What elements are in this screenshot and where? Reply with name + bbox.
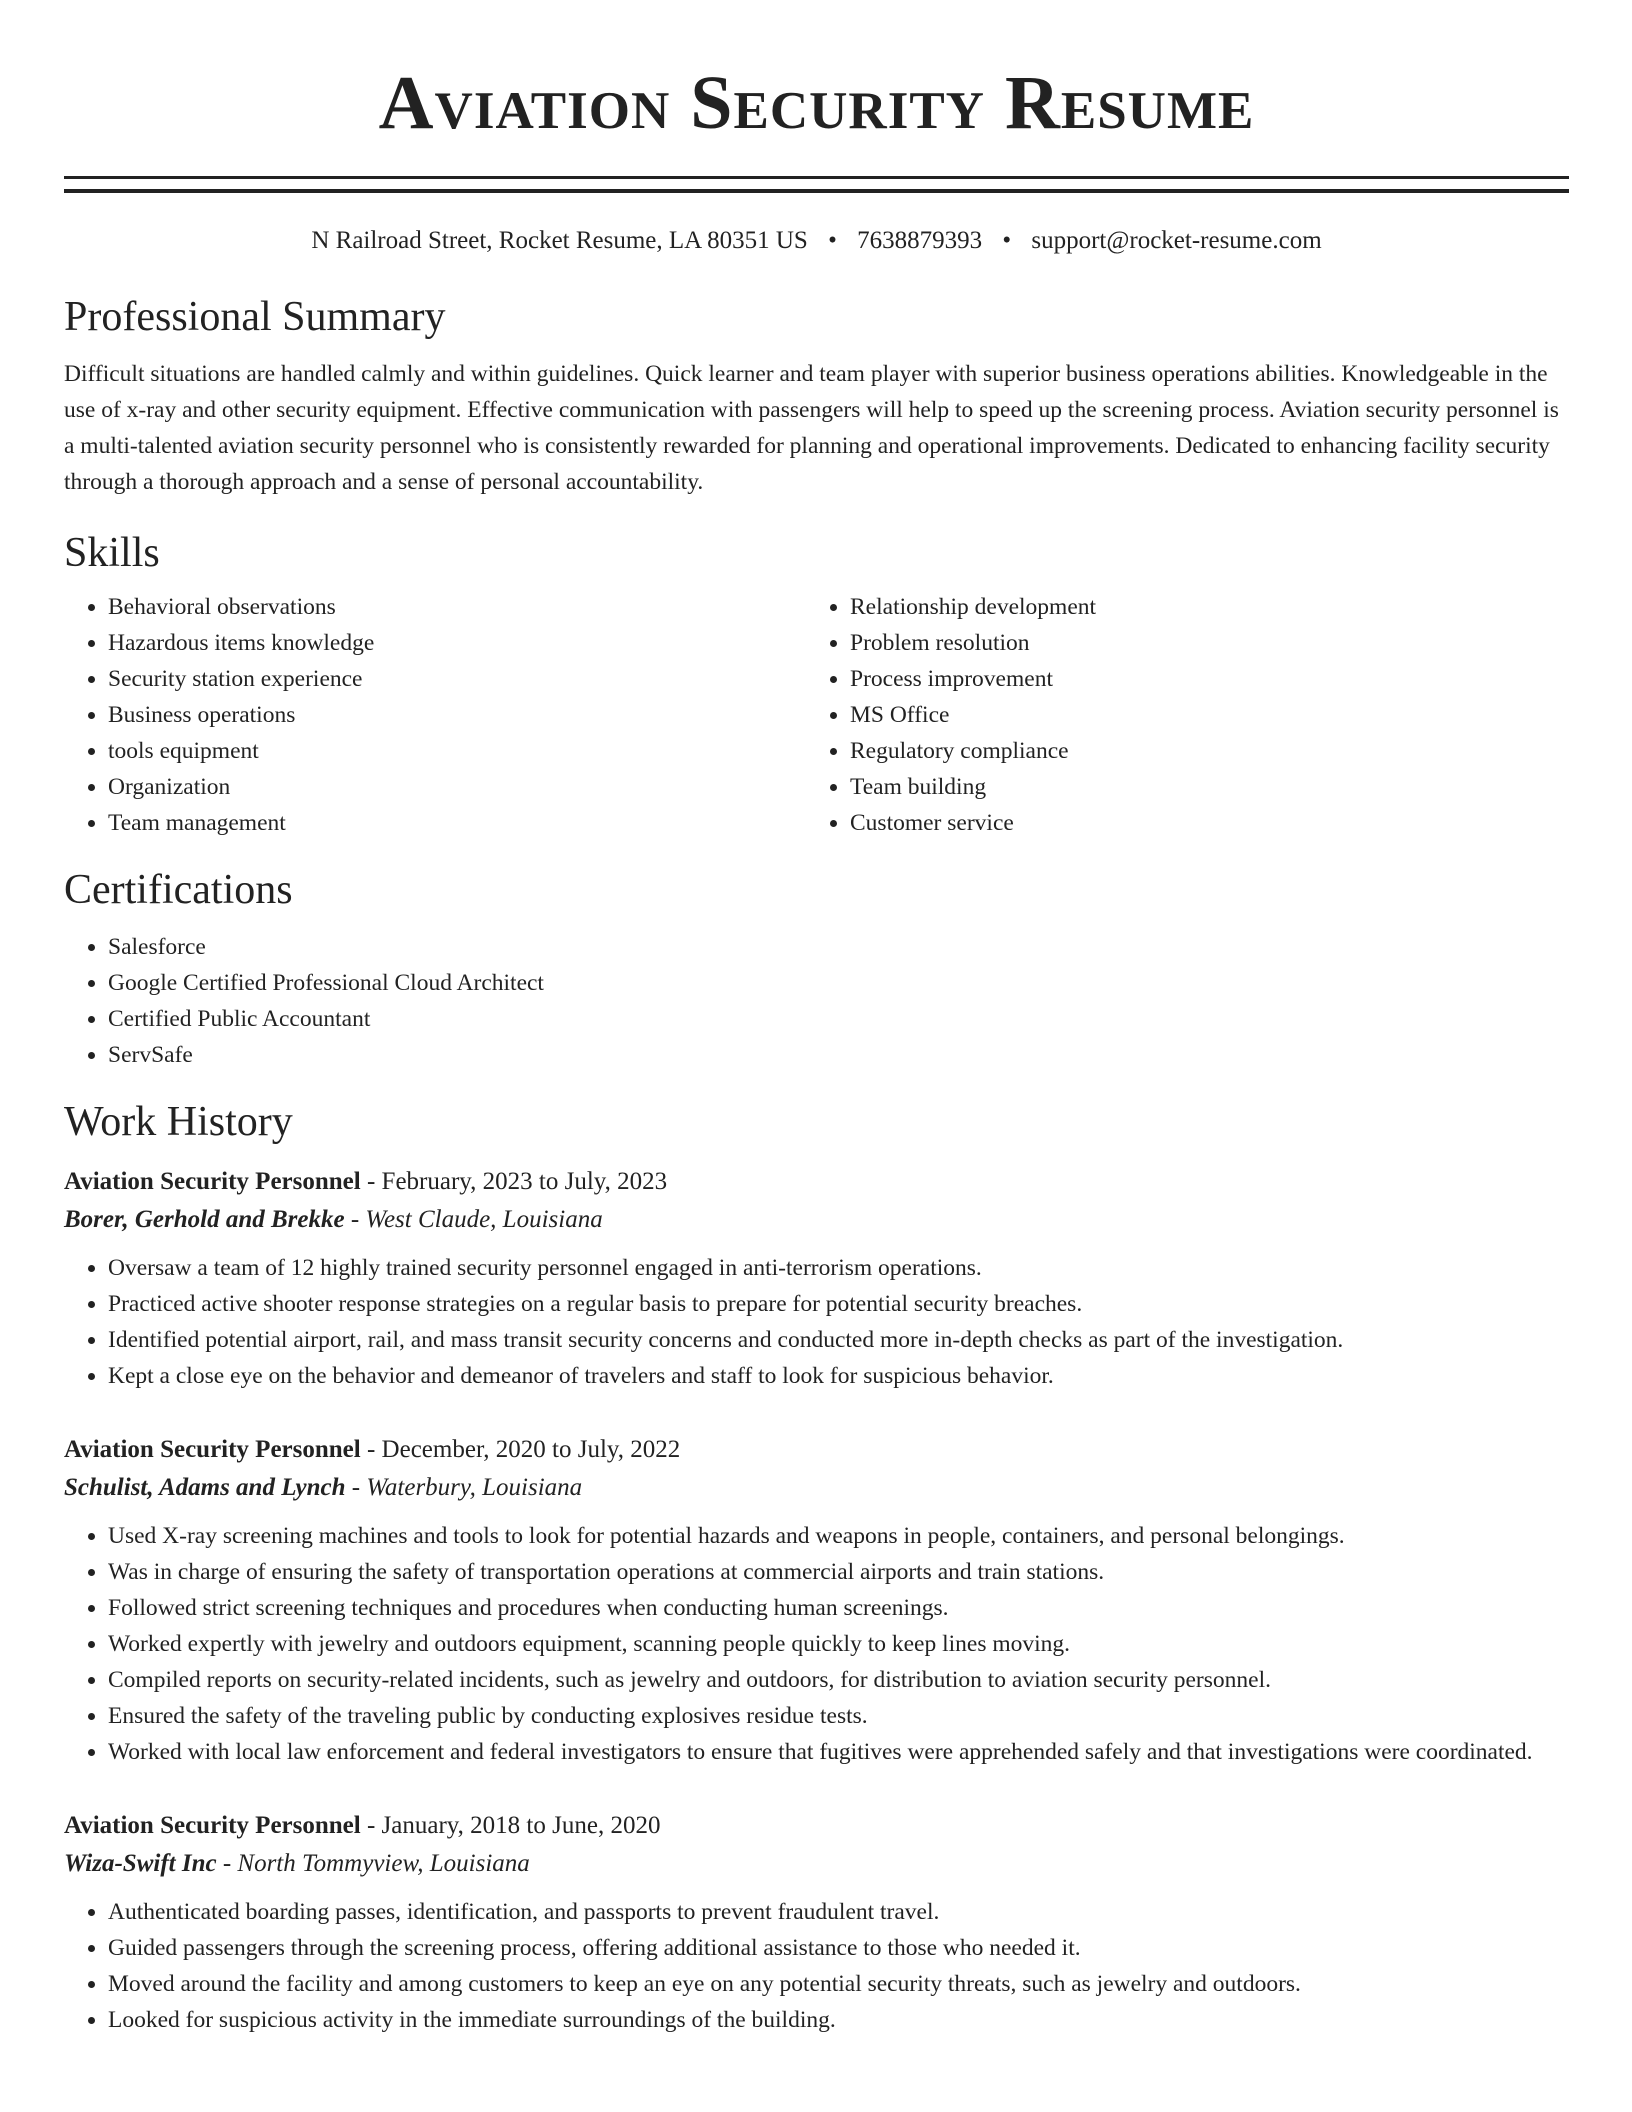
job-duty-item: • Practiced active shooter response strategies on a regular basis to prepare for potential security breaches. bbox=[108, 1286, 1569, 1322]
job-title: Aviation Security Personnel bbox=[64, 1168, 361, 1195]
job-header bbox=[64, 1807, 1569, 1845]
job-duty-item: • Identified potential airport, rail, and mass transit security concerns and conducted more in-depth checks as part of the investigation. bbox=[108, 1322, 1569, 1358]
skill-item: • Regulatory compliance bbox=[850, 733, 1548, 769]
job-duties-list bbox=[64, 1250, 1569, 1394]
job-duty-item: • Used X-ray screening machines and tools to look for potential hazards and weapons in people, containers, and personal belongings. bbox=[108, 1518, 1569, 1554]
work-history-heading: Work History bbox=[64, 1099, 293, 1145]
job-entry bbox=[64, 1431, 1569, 1770]
job-duty-item: • Worked with local law enforcement and federal investigators to ensure that fugitives were apprehended safely and that investigations were coordinated. bbox=[108, 1734, 1569, 1770]
certifications-list bbox=[64, 929, 1569, 1073]
job-header bbox=[64, 1431, 1569, 1469]
job-header bbox=[64, 1163, 1569, 1201]
job-location: - West Claude, Louisiana bbox=[350, 1206, 603, 1233]
skill-item: • Hazardous items knowledge bbox=[108, 625, 806, 661]
job-entry bbox=[64, 1807, 1569, 2038]
job-duty-item: • Guided passengers through the screening process, offering additional assistance to those who needed it. bbox=[108, 1930, 1569, 1966]
contact-separator: • bbox=[1002, 227, 1012, 254]
job-duty-item: • Oversaw a team of 12 highly trained security personnel engaged in anti-terrorism operations. bbox=[108, 1250, 1569, 1286]
skill-item: • Customer service bbox=[850, 805, 1548, 841]
job-dates: - December, 2020 to July, 2022 bbox=[366, 1436, 681, 1463]
job-location: - Waterbury, Louisiana bbox=[351, 1474, 583, 1501]
job-company: Borer, Gerhold and Brekke bbox=[64, 1206, 345, 1233]
summary-heading: Professional Summary bbox=[64, 294, 446, 340]
skill-item: • Problem resolution bbox=[850, 625, 1548, 661]
skills-columns bbox=[64, 589, 1569, 841]
certification-item: • Salesforce bbox=[108, 929, 1569, 965]
skill-item: • Behavioral observations bbox=[108, 589, 806, 625]
skill-item: • Security station experience bbox=[108, 661, 806, 697]
job-duty-item: • Authenticated boarding passes, identification, and passports to prevent fraudulent travel. bbox=[108, 1894, 1569, 1930]
contact-separator: • bbox=[828, 227, 837, 254]
job-company: Wiza-Swift Inc bbox=[64, 1850, 217, 1877]
resume-page bbox=[64, 0, 1569, 2038]
job-duty-item: • Ensured the safety of the traveling public by conducting explosives residue tests. bbox=[108, 1698, 1569, 1734]
job-employer-line bbox=[64, 1469, 1569, 1507]
certification-item: • ServSafe bbox=[108, 1037, 1569, 1073]
certification-item: • Certified Public Accountant bbox=[108, 1001, 1569, 1037]
contact-address: N Railroad Street, Rocket Resume, LA 80351 US bbox=[311, 227, 808, 254]
job-employer-line bbox=[64, 1845, 1569, 1883]
job-duty-item: • Was in charge of ensuring the safety of transportation operations at commercial airports and train stations. bbox=[108, 1554, 1569, 1590]
contact-phone: 7638879393 bbox=[857, 227, 983, 254]
job-dates: - January, 2018 to June, 2020 bbox=[366, 1812, 661, 1839]
job-duty-item: • Looked for suspicious activity in the immediate surroundings of the building. bbox=[108, 2002, 1569, 2038]
certification-item: • Google Certified Professional Cloud Architect bbox=[108, 965, 1569, 1001]
skills-right-list bbox=[806, 589, 1548, 841]
job-location: - North Tommyview, Louisiana bbox=[222, 1850, 530, 1877]
skill-item: • Process improvement bbox=[850, 661, 1548, 697]
job-dates: - February, 2023 to July, 2023 bbox=[366, 1168, 668, 1195]
title-double-rule bbox=[64, 176, 1569, 193]
certifications-heading: Certifications bbox=[64, 867, 293, 913]
job-duty-item: • Followed strict screening techniques and procedures when conducting human screenings. bbox=[108, 1590, 1569, 1626]
resume-title: Aviation Security Resume bbox=[378, 61, 1255, 145]
skill-item: • Organization bbox=[108, 769, 806, 805]
job-duty-item: • Moved around the facility and among customers to keep an eye on any potential security threats, such as jewelry and outdoors. bbox=[108, 1966, 1569, 2002]
skills-heading: Skills bbox=[64, 530, 160, 576]
job-company: Schulist, Adams and Lynch bbox=[64, 1474, 346, 1501]
job-title: Aviation Security Personnel bbox=[64, 1812, 361, 1839]
skill-item: • Business operations bbox=[108, 697, 806, 733]
job-duty-item: • Compiled reports on security-related incidents, such as jewelry and outdoors, for distribution to aviation security personnel. bbox=[108, 1662, 1569, 1698]
contact-email: support@rocket-resume.com bbox=[1031, 227, 1322, 254]
skills-left-list bbox=[64, 589, 806, 841]
job-entry bbox=[64, 1163, 1569, 1394]
skill-item: • Team building bbox=[850, 769, 1548, 805]
skill-item: • Relationship development bbox=[850, 589, 1548, 625]
job-employer-line bbox=[64, 1201, 1569, 1239]
skill-item: • MS Office bbox=[850, 697, 1548, 733]
skill-item: • tools equipment bbox=[108, 733, 806, 769]
job-duties-list bbox=[64, 1894, 1569, 2038]
job-duty-item: • Kept a close eye on the behavior and demeanor of travelers and staff to look for suspicious behavior. bbox=[108, 1358, 1569, 1394]
job-title: Aviation Security Personnel bbox=[64, 1436, 361, 1463]
contact-line bbox=[64, 226, 1569, 256]
skill-item: • Team management bbox=[108, 805, 806, 841]
summary-text: Difficult situations are handled calmly and within guidelines. Quick learner and team player with superior business operations abilities. Knowledgeable in the use of x-ray and other security equipment. Effective communication with passengers will help to speed up the screening process. Aviation security personnel is a multi-talented aviation security personnel who is consistently rewarded for planning and operational improvements. Dedicated to enhancing facility security through a thorough approach and a sense of personal accountability. bbox=[64, 361, 1559, 495]
job-duties-list bbox=[64, 1518, 1569, 1770]
job-duty-item: • Worked expertly with jewelry and outdoors equipment, scanning people quickly to keep lines moving. bbox=[108, 1626, 1569, 1662]
